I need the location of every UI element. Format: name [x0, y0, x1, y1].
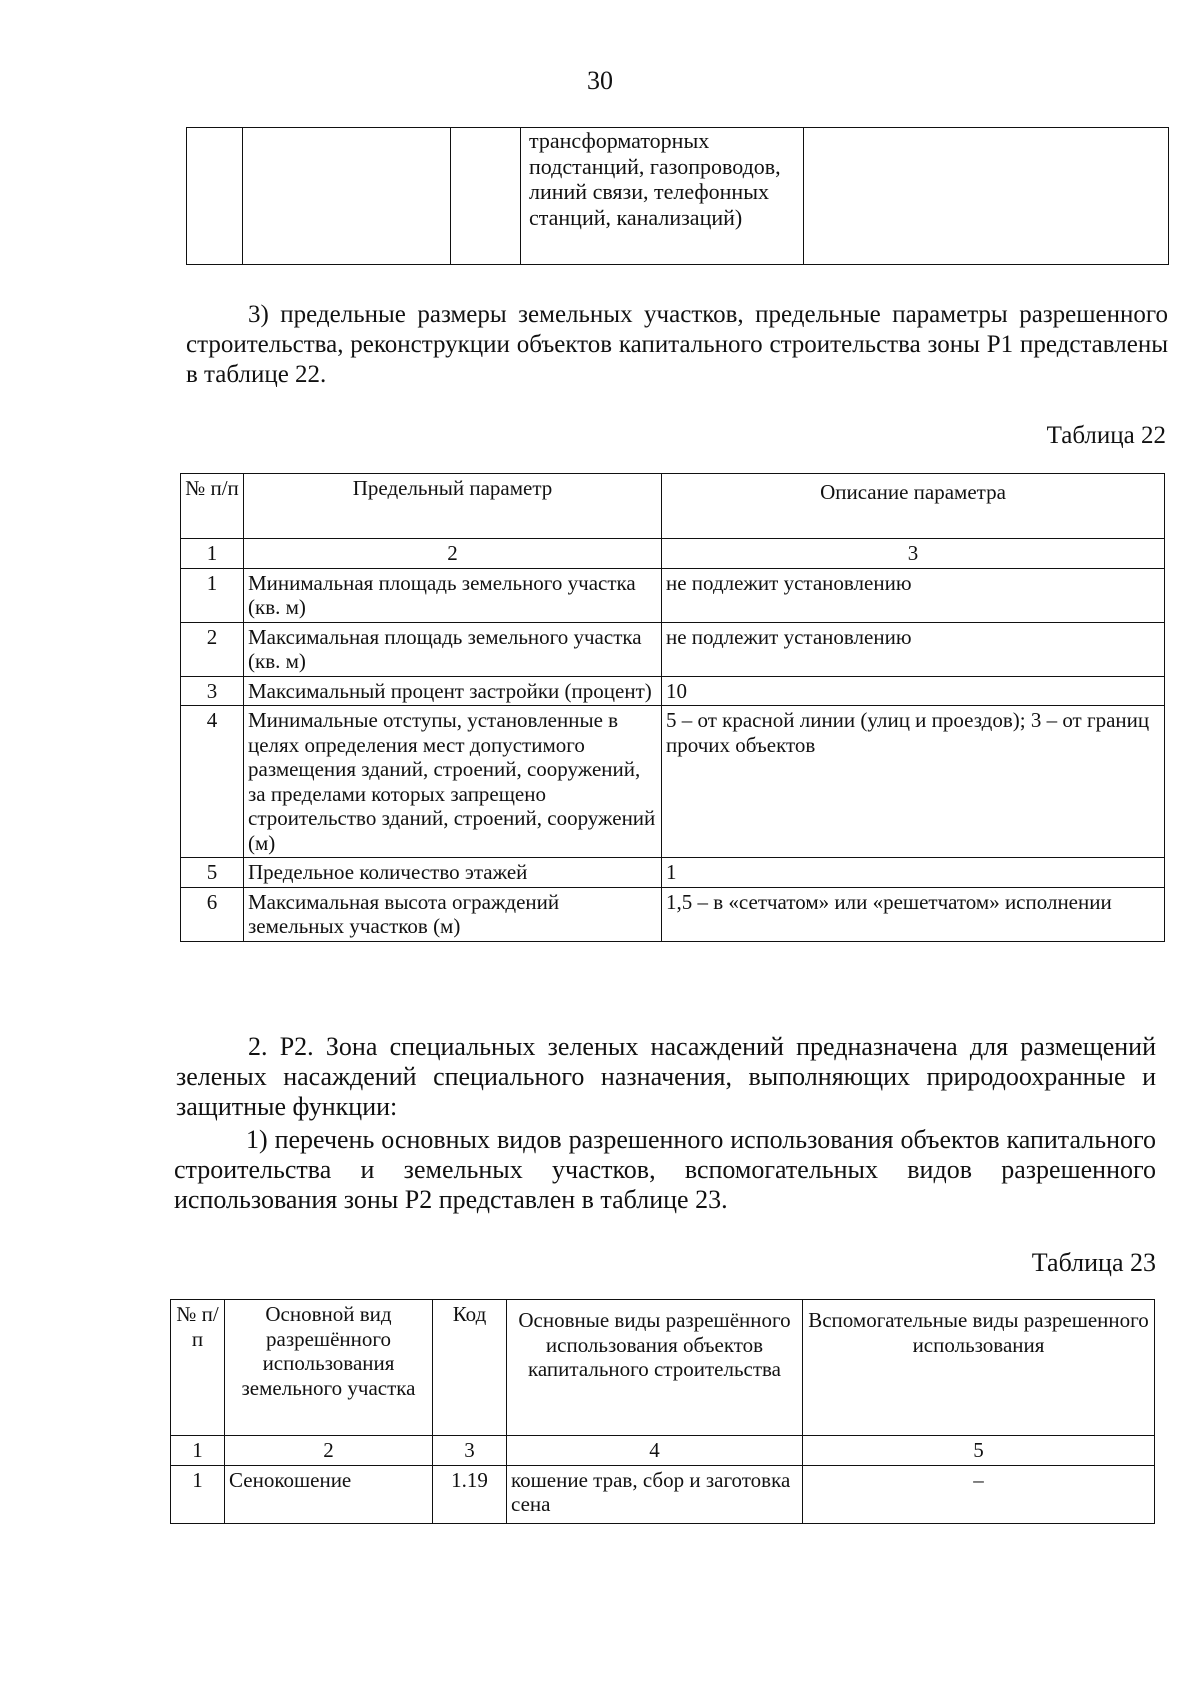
- header-cell: Описание параметра: [662, 474, 1165, 539]
- param-cell: Минимальные отступы, установленные в целях определения мест допустимого размещения зданий, строений, сооружений, за пределами которых запрещено строительство зданий, строений, сооружений (м): [244, 706, 662, 858]
- table-row: [187, 128, 1169, 265]
- desc-cell: 1: [662, 858, 1165, 888]
- column-number: 3: [433, 1436, 507, 1466]
- row-number: 1: [181, 568, 244, 622]
- table-cell: [187, 128, 243, 265]
- param-cell: Максимальный процент застройки (процент): [244, 676, 662, 706]
- header-cell: Основные виды разрешённого использования объектов капитального строительства: [507, 1300, 803, 1436]
- table23-caption: Таблица 23: [1031, 1248, 1156, 1277]
- desc-cell: 5 – от красной линии (улиц и проездов); 3 – от границ прочих объектов: [662, 706, 1165, 858]
- column-number: 2: [244, 539, 662, 569]
- paragraph-3: 3) предельные размеры земельных участков, предельные параметры разрешенного строительства, реконструкции объектов капитального строительства зоны Р1 представлены в таблице 22.: [186, 301, 1168, 388]
- table-header-row: [171, 1300, 1155, 1436]
- header-cell: Вспомогательные виды разрешенного использования: [803, 1300, 1155, 1436]
- desc-cell: не подлежит установлению: [662, 568, 1165, 622]
- column-number: 3: [662, 539, 1165, 569]
- table-row: [181, 858, 1165, 888]
- section-2-item-1: 1) перечень основных видов разрешенного использования объектов капитального строительства и земельных участков, вспомогательных видов разрешенного использования зоны Р2 представлен в таблице 23.: [174, 1125, 1156, 1214]
- param-cell: Минимальная площадь земельного участка (кв. м): [244, 568, 662, 622]
- table-row: [171, 1465, 1155, 1523]
- continuation-cell-text: трансформаторных подстанций, газопроводов, линий связи, телефонных станций, канализаций): [521, 128, 804, 265]
- table-row: [181, 887, 1165, 941]
- table-row: [181, 568, 1165, 622]
- param-cell: Максимальная высота ограждений земельных участков (м): [244, 887, 662, 941]
- param-cell: Предельное количество этажей: [244, 858, 662, 888]
- desc-cell: не подлежит установлению: [662, 622, 1165, 676]
- desc-cell: 1,5 – в «сетчатом» или «решетчатом» исполнении: [662, 887, 1165, 941]
- kind-cell: Сенокошение: [225, 1465, 433, 1523]
- table-cell: [451, 128, 521, 265]
- aux-use-cell: –: [803, 1465, 1155, 1523]
- param-cell: Максимальная площадь земельного участка (кв. м): [244, 622, 662, 676]
- table22-caption: Таблица 22: [1046, 422, 1166, 449]
- header-cell: Основной вид разрешённого использования земельного участка: [225, 1300, 433, 1436]
- table-23: [170, 1299, 1155, 1524]
- section-2-intro: 2. Р2. Зона специальных зеленых насаждений предназначена для размещений зеленых насаждений специального назначения, выполняющих природоохранные и защитные функции:: [176, 1032, 1156, 1121]
- column-number: 4: [507, 1436, 803, 1466]
- header-cell: № п/п: [171, 1300, 225, 1436]
- desc-cell: 10: [662, 676, 1165, 706]
- row-number: 3: [181, 676, 244, 706]
- table-cell: [243, 128, 451, 265]
- column-number: 1: [181, 539, 244, 569]
- header-cell: Код: [433, 1300, 507, 1436]
- header-cell: Предельный параметр: [244, 474, 662, 539]
- column-number: 2: [225, 1436, 433, 1466]
- row-number: 6: [181, 887, 244, 941]
- table-row: [181, 706, 1165, 858]
- row-number: 5: [181, 858, 244, 888]
- continuation-table: [186, 127, 1169, 265]
- header-cell: № п/п: [181, 474, 244, 539]
- table-cell: [804, 128, 1169, 265]
- page-number: 30: [587, 66, 613, 95]
- table-22: [180, 473, 1165, 942]
- row-number: 1: [171, 1465, 225, 1523]
- row-number: 4: [181, 706, 244, 858]
- table-header-row: [181, 474, 1165, 539]
- column-number-row: [171, 1436, 1155, 1466]
- column-number: 1: [171, 1436, 225, 1466]
- column-number: 5: [803, 1436, 1155, 1466]
- row-number: 2: [181, 622, 244, 676]
- table-row: [181, 622, 1165, 676]
- column-number-row: [181, 539, 1165, 569]
- main-use-cell: кошение трав, сбор и заготовка сена: [507, 1465, 803, 1523]
- table-row: [181, 676, 1165, 706]
- code-cell: 1.19: [433, 1465, 507, 1523]
